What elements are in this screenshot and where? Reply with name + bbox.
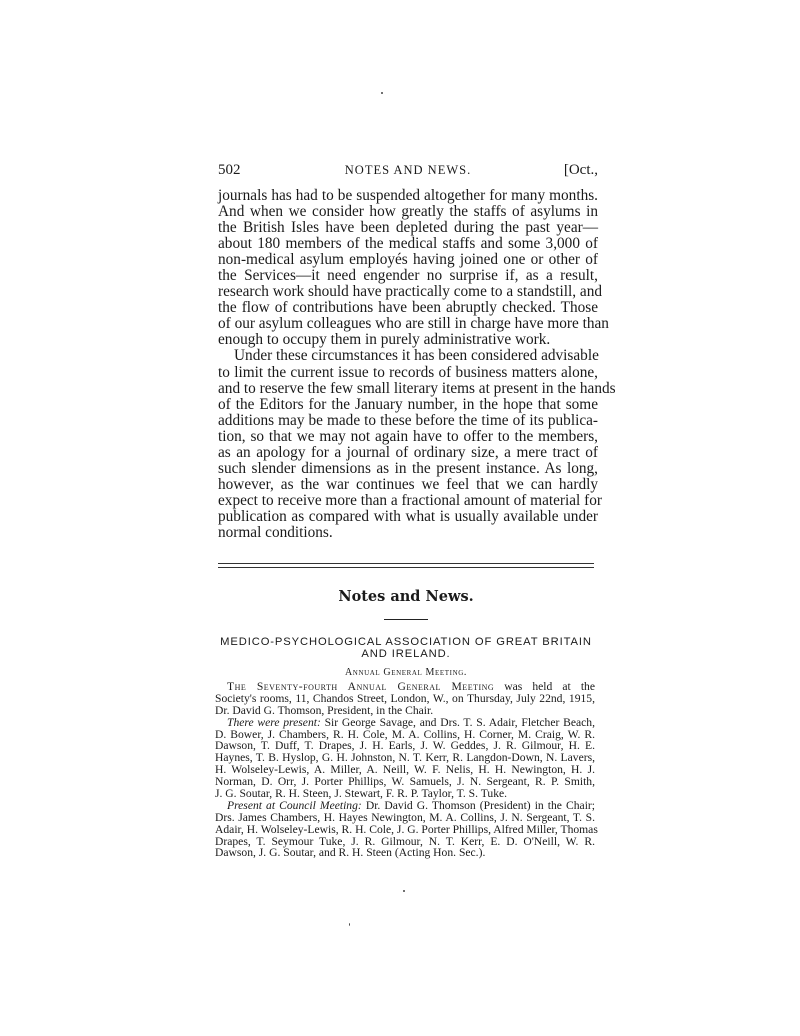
report-text: Sir George Savage, and Drs. T. S. Adair, Fletcher Beach, bbox=[320, 715, 595, 729]
report-text: Dr. David G. Thomson (President) in the Chair; bbox=[361, 798, 595, 812]
meeting-report bbox=[215, 680, 598, 860]
scan-speck bbox=[381, 92, 383, 94]
report-line: Dawson, T. Duff, T. Drapes, J. H. Earls, J. W. Geddes, J. R. Gilmour, H. E. bbox=[215, 739, 595, 753]
report-line: Dawson, J. G. Soutar, and R. H. Steen (Acting Hon. Sec.). bbox=[215, 846, 486, 860]
body-line: Under these circumstances it has been considered advisable bbox=[234, 347, 599, 365]
body-line: And when we consider how greatly the staffs of asylums in bbox=[218, 203, 598, 221]
report-line: Drs. James Chambers, H. Hayes Newington, M. A. Collins, J. N. Sergeant, T. S. bbox=[215, 810, 595, 824]
body-line: the British Isles have been depleted during the past year— bbox=[218, 219, 598, 237]
report-line: Drapes, T. Seymour Tuke, J. R. Gilmour, N. T. Kerr, E. D. O'Neill, W. R. bbox=[215, 834, 595, 848]
council-label: Present at Council Meeting: bbox=[227, 798, 362, 812]
body-line: as an apology for a journal of ordinary size, a mere tract of bbox=[218, 443, 598, 461]
report-line: Dr. David G. Thomson, President, in the Chair. bbox=[215, 703, 434, 717]
running-head bbox=[218, 162, 598, 182]
body-line: tion, so that we may not again have to offer to the members, bbox=[218, 427, 598, 445]
body-line: the flow of contributions have been abruptly checked. Those bbox=[218, 299, 598, 317]
body-line: however, as the war continues we feel that we can hardly bbox=[218, 475, 598, 493]
body-line: research work should have practically come to a standstill, and bbox=[218, 283, 602, 301]
association-heading bbox=[218, 636, 594, 660]
report-line bbox=[215, 800, 595, 812]
body-line: journals has had to be suspended altogether for many months. bbox=[218, 187, 598, 204]
body-line: normal conditions. bbox=[218, 523, 333, 541]
body-line: enough to occupy them in purely administrative work. bbox=[218, 331, 551, 349]
body-line: publication as compared with what is usually available under bbox=[218, 507, 598, 525]
body-line: the Services—it need engender no surprise if, as a result, bbox=[218, 267, 598, 285]
scan-speck bbox=[403, 890, 405, 892]
report-line: Adair, H. Wolseley-Lewis, R. H. Cole, J. G. Porter Phillips, Alfred Miller, Thomas bbox=[215, 822, 598, 836]
running-date: [Oct., bbox=[563, 162, 598, 178]
report-line: D. Bower, J. Chambers, R. H. Cole, M. A. Collins, H. Corner, M. Craig, W. R. bbox=[215, 727, 595, 741]
meeting-opening: The Seventy-fourth Annual General Meeting bbox=[227, 680, 495, 693]
body-line: expect to receive more than a fractional amount of material for bbox=[218, 491, 602, 509]
meeting-heading: Annual General Meeting. bbox=[344, 667, 467, 678]
section-title: Notes and News. bbox=[338, 588, 474, 605]
report-line: Norman, D. Orr, J. Porter Phillips, W. Samuels, J. N. Sergeant, R. P. Smith, bbox=[215, 775, 595, 789]
report-text: was held at the bbox=[494, 680, 595, 693]
body-line: of the Editors for the January number, in the hope that some bbox=[218, 395, 598, 413]
double-rule-divider bbox=[218, 563, 594, 568]
report-line: Haynes, T. B. Hyslop, G. H. Johnston, N. T. Kerr, R. Langdon-Down, N. Lavers, bbox=[215, 751, 595, 765]
report-line: Society's rooms, 11, Chandos Street, London, W., on Thursday, July 22nd, 1915, bbox=[215, 691, 595, 705]
body-line: non-medical asylum employés having joined one or other of bbox=[218, 251, 598, 269]
report-line: H. Wolseley-Lewis, A. Miller, A. Neill, W. F. Nelis, H. H. Newington, H. J. bbox=[215, 763, 595, 777]
body-line: such slender dimensions as in the present instance. As long, bbox=[218, 459, 598, 477]
body-line: to limit the current issue to records of business matters alone, bbox=[218, 363, 598, 381]
body-line: and to reserve the few small literary items at present in the hands bbox=[218, 379, 616, 397]
short-rule-divider bbox=[384, 619, 428, 620]
body-line: additions may be made to these before the time of its publica- bbox=[218, 411, 598, 429]
page-number: 502 bbox=[218, 162, 241, 178]
body-line: about 180 members of the medical staffs and some 3,000 of bbox=[218, 235, 598, 253]
report-line: J. G. Soutar, R. H. Steen, J. Stewart, F. R. P. Taylor, T. S. Tuke. bbox=[215, 787, 508, 801]
association-line: AND IRELAND. bbox=[361, 648, 451, 660]
body-line: of our asylum colleagues who are still in charge have more than bbox=[218, 315, 609, 333]
report-line bbox=[215, 717, 595, 729]
scan-speck bbox=[349, 923, 350, 926]
present-label: There were present: bbox=[227, 715, 321, 729]
body-paragraphs bbox=[218, 187, 616, 541]
running-title: NOTES AND NEWS. bbox=[344, 163, 472, 177]
association-line: MEDICO-PSYCHOLOGICAL ASSOCIATION OF GREAT BRITAIN bbox=[220, 636, 592, 648]
